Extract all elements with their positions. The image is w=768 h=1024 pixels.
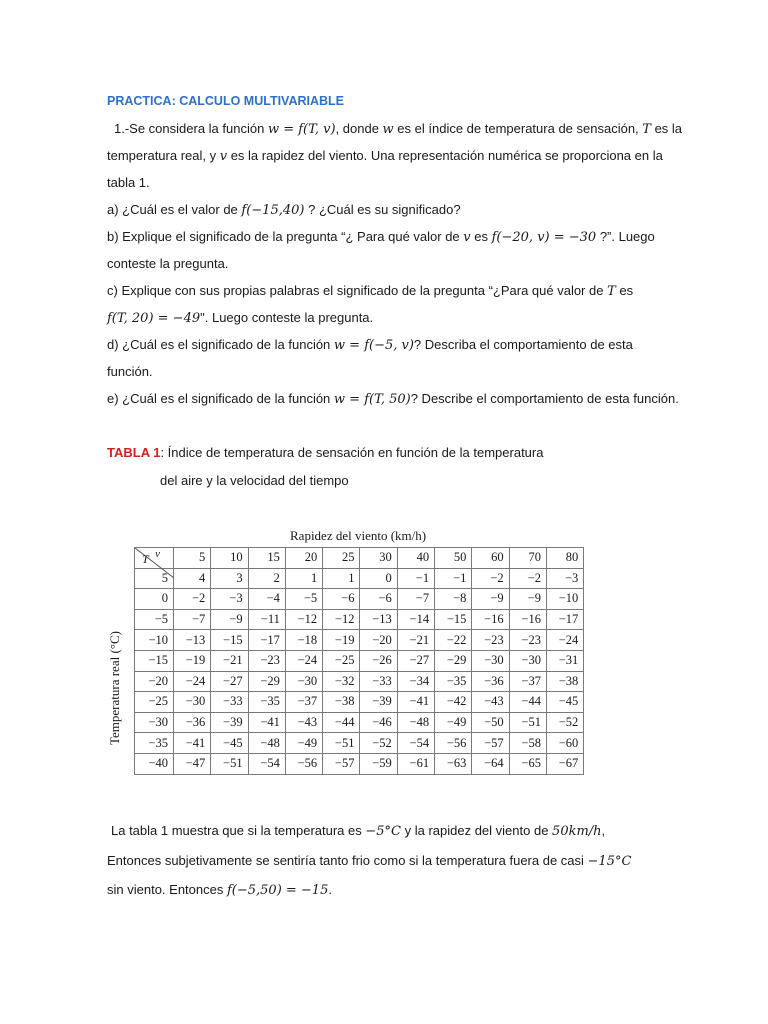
wind-chill-value-cell: 1 [285,568,322,589]
wind-chill-value-cell: −63 [435,753,472,774]
wind-chill-value-cell: −15 [435,609,472,630]
wind-chill-value-cell: −17 [248,630,285,651]
question-d [107,337,633,353]
math: w = f(T, v) [267,122,336,137]
table-header-row [135,548,584,569]
math: T [607,284,616,299]
text: y la rapidez del viento de [401,823,553,838]
wind-chill-value-cell: −67 [546,753,583,774]
wind-chill-value-cell: −18 [285,630,322,651]
wind-chill-value-cell: −1 [435,568,472,589]
wind-chill-value-cell: −12 [323,609,360,630]
wind-chill-value-cell: −24 [546,630,583,651]
wind-chill-value-cell: −38 [546,671,583,692]
text: ? Describe el comportamiento de esta función. [410,391,679,406]
tabla-title-text: : Índice de temperatura de sensación en función de la temperatura [160,445,544,460]
wind-speed-header: 50 [435,548,472,569]
wind-chill-value-cell: −38 [323,692,360,713]
wind-chill-value-cell: −12 [285,609,322,630]
wind-chill-value-cell: −11 [248,609,285,630]
wind-chill-value-cell: −58 [509,733,546,754]
wind-chill-value-cell: −23 [509,630,546,651]
wind-chill-value-cell: −2 [509,568,546,589]
wind-chill-value-cell: −14 [397,609,434,630]
temperature-cell: −5 [135,609,174,630]
wind-chill-value-cell: −22 [435,630,472,651]
wind-chill-value-cell: −57 [323,753,360,774]
math: v [463,230,471,245]
text: es la rapidez del viento. Una representación numérica se proporciona en la [227,148,663,163]
table-y-axis-label: Temperatura real (°C) [107,631,122,746]
math: w [382,122,394,137]
wind-chill-value-cell: 2 [248,568,285,589]
wind-chill-value-cell: −21 [397,630,434,651]
wind-chill-value-cell: −51 [323,733,360,754]
table-row [135,712,584,733]
math: w = f(T, 50) [333,392,411,407]
conclusion-line-1 [111,823,605,839]
question-b-line-2: conteste la pregunta. [107,256,229,271]
wind-chill-value-cell: −48 [248,733,285,754]
wind-chill-value-cell: −39 [360,692,397,713]
table-row [135,630,584,651]
tabla-title-line-2: del aire y la velocidad del tiempo [160,473,349,488]
wind-speed-header: 40 [397,548,434,569]
wind-chill-value-cell: −44 [323,712,360,733]
wind-chill-value-cell: −41 [397,692,434,713]
wind-speed-header: 10 [211,548,248,569]
table-row [135,753,584,774]
table-corner-cell [135,548,174,569]
text: ?”. Luego [596,229,655,244]
wind-chill-value-cell: 4 [174,568,211,589]
math: f(T, 20) = −49 [107,311,201,326]
wind-chill-value-cell: −60 [546,733,583,754]
wind-chill-value-cell: −26 [360,650,397,671]
temperature-cell: −30 [135,712,174,733]
wind-chill-value-cell: −19 [174,650,211,671]
table-row [135,589,584,610]
page-heading: PRACTICA: CALCULO MULTIVARIABLE [107,94,345,108]
wind-chill-value-cell: −27 [397,650,434,671]
wind-speed-header: 70 [509,548,546,569]
problem-intro-line-2 [107,148,663,164]
text: , [601,823,606,838]
question-a [107,202,461,218]
wind-chill-value-cell: −36 [472,671,509,692]
math: w = f(−5, v) [333,338,414,353]
tabla-label: TABLA 1 [107,445,161,460]
question-d-line-2: función. [107,364,153,379]
text: , donde [335,121,383,136]
question-c-line-2 [107,310,373,326]
text: es la [650,121,683,136]
wind-chill-value-cell: −35 [435,671,472,692]
wind-chill-value-cell: −50 [472,712,509,733]
temperature-cell: −10 [135,630,174,651]
table-row [135,733,584,754]
text: . [328,882,332,897]
text: Entonces subjetivamente se sentiría tanto frio como si la temperatura fuera de casi [107,853,588,868]
question-b [107,229,655,245]
wind-chill-value-cell: −29 [248,671,285,692]
text: temperatura real, y [107,148,220,163]
temperature-cell: −35 [135,733,174,754]
wind-speed-header: 15 [248,548,285,569]
table-row [135,609,584,630]
conclusion-line-3 [107,882,332,898]
text: ? Describa el comportamiento de esta [413,337,633,352]
wind-chill-value-cell: −23 [472,630,509,651]
math: 50km/h [552,824,602,839]
tabla-title [107,445,543,460]
table-caption: Rapidez del viento (km/h) [290,528,427,543]
wind-chill-value-cell: −51 [509,712,546,733]
wind-chill-value-cell: −34 [397,671,434,692]
temperature-cell: −15 [135,650,174,671]
text: La tabla 1 muestra que si la temperatura es [111,823,366,838]
wind-chill-value-cell: −21 [211,650,248,671]
corner-t-label: T [142,551,149,566]
wind-chill-value-cell: −64 [472,753,509,774]
wind-chill-value-cell: −56 [285,753,322,774]
wind-chill-value-cell: −24 [285,650,322,671]
wind-chill-value-cell: −47 [174,753,211,774]
wind-chill-value-cell: −41 [174,733,211,754]
temperature-cell: −20 [135,671,174,692]
text: es [470,229,492,244]
text: es [615,283,634,298]
wind-chill-value-cell: −9 [509,589,546,610]
wind-chill-value-cell: −30 [509,650,546,671]
table-row [135,650,584,671]
wind-chill-value-cell: 3 [211,568,248,589]
wind-chill-value-cell: −54 [248,753,285,774]
text: sin viento. Entonces [107,882,227,897]
wind-chill-value-cell: −48 [397,712,434,733]
math: f(−20, v) = −30 [491,230,597,245]
wind-chill-value-cell: −51 [211,753,248,774]
wind-chill-value-cell: −59 [360,753,397,774]
wind-chill-value-cell: −36 [174,712,211,733]
wind-speed-header: 5 [174,548,211,569]
wind-chill-value-cell: −49 [435,712,472,733]
wind-chill-value-cell: −7 [174,609,211,630]
wind-chill-value-cell: −41 [248,712,285,733]
wind-chill-value-cell: −30 [174,692,211,713]
table-row [135,568,584,589]
wind-chill-value-cell: −43 [472,692,509,713]
wind-chill-value-cell: −35 [248,692,285,713]
wind-chill-value-cell: −3 [546,568,583,589]
wind-chill-value-cell: −20 [360,630,397,651]
wind-chill-value-cell: −54 [397,733,434,754]
text: ? ¿Cuál es su significado? [304,202,461,217]
wind-chill-value-cell: −32 [323,671,360,692]
wind-chill-value-cell: −39 [211,712,248,733]
wind-chill-value-cell: −19 [323,630,360,651]
table-row [135,671,584,692]
math: −5°C [365,824,401,839]
wind-chill-value-cell: −1 [397,568,434,589]
wind-chill-value-cell: −3 [211,589,248,610]
wind-chill-value-cell: −25 [323,650,360,671]
wind-speed-header: 80 [546,548,583,569]
math: f(−5,50) = −15 [226,883,329,898]
wind-chill-value-cell: −2 [472,568,509,589]
problem-intro-line-1 [114,121,682,137]
wind-chill-value-cell: −65 [509,753,546,774]
wind-chill-value-cell: −42 [435,692,472,713]
wind-chill-value-cell: −6 [360,589,397,610]
wind-chill-value-cell: −46 [360,712,397,733]
wind-chill-value-cell: −13 [174,630,211,651]
question-c [107,283,633,299]
wind-chill-value-cell: −7 [397,589,434,610]
wind-chill-value-cell: −30 [472,650,509,671]
math: T [642,122,651,137]
wind-chill-value-cell: −37 [285,692,322,713]
wind-chill-value-cell: −27 [211,671,248,692]
table-body [135,568,584,774]
problem-intro-line-3: tabla 1. [107,175,150,190]
wind-speed-header: 30 [360,548,397,569]
wind-chill-value-cell: −4 [248,589,285,610]
text: es el índice de temperatura de sensación, [393,121,643,136]
wind-chill-value-cell: −15 [211,630,248,651]
text: 1.-Se considera la función [114,121,268,136]
wind-chill-value-cell: −10 [546,589,583,610]
text: b) Explique el significado de la pregunta “¿ Para qué valor de [107,229,464,244]
wind-chill-value-cell: −33 [211,692,248,713]
wind-chill-value-cell: −52 [360,733,397,754]
wind-chill-value-cell: 1 [323,568,360,589]
text: ". Luego conteste la pregunta. [200,310,374,325]
temperature-cell: 0 [135,589,174,610]
conclusion-line-2 [107,853,631,869]
wind-chill-value-cell: −49 [285,733,322,754]
wind-chill-value-cell: −45 [211,733,248,754]
wind-chill-value-cell: −43 [285,712,322,733]
wind-chill-value-cell: −5 [285,589,322,610]
temperature-cell: 5 [135,568,174,589]
text: c) Explique con sus propias palabras el significado de la pregunta “¿Para qué valor de [107,283,608,298]
wind-chill-value-cell: −16 [509,609,546,630]
wind-chill-value-cell: −31 [546,650,583,671]
wind-chill-value-cell: −2 [174,589,211,610]
wind-chill-value-cell: −45 [546,692,583,713]
wind-chill-value-cell: −23 [248,650,285,671]
wind-chill-table [134,547,584,775]
math: −15°C [587,854,632,869]
wind-chill-value-cell: −8 [435,589,472,610]
wind-speed-header: 60 [472,548,509,569]
wind-chill-value-cell: −29 [435,650,472,671]
text: d) ¿Cuál es el significado de la función [107,337,334,352]
wind-chill-value-cell: −61 [397,753,434,774]
wind-chill-value-cell: −37 [509,671,546,692]
wind-chill-value-cell: −9 [472,589,509,610]
temperature-cell: −25 [135,692,174,713]
wind-chill-value-cell: −56 [435,733,472,754]
wind-chill-value-cell: −52 [546,712,583,733]
text: a) ¿Cuál es el valor de [107,202,242,217]
wind-chill-value-cell: 0 [360,568,397,589]
table-row [135,692,584,713]
question-e [107,391,679,407]
wind-chill-value-cell: −24 [174,671,211,692]
math: v [219,149,228,164]
wind-chill-value-cell: −57 [472,733,509,754]
wind-chill-value-cell: −30 [285,671,322,692]
wind-chill-value-cell: −33 [360,671,397,692]
wind-chill-value-cell: −13 [360,609,397,630]
wind-chill-value-cell: −16 [472,609,509,630]
wind-chill-value-cell: −44 [509,692,546,713]
wind-chill-value-cell: −9 [211,609,248,630]
wind-chill-value-cell: −6 [323,589,360,610]
corner-v-label: v [155,548,160,560]
wind-speed-header: 20 [285,548,322,569]
temperature-cell: −40 [135,753,174,774]
text: e) ¿Cuál es el significado de la función [107,391,334,406]
wind-speed-header: 25 [323,548,360,569]
wind-chill-value-cell: −17 [546,609,583,630]
math: f(−15,40) [241,203,305,218]
